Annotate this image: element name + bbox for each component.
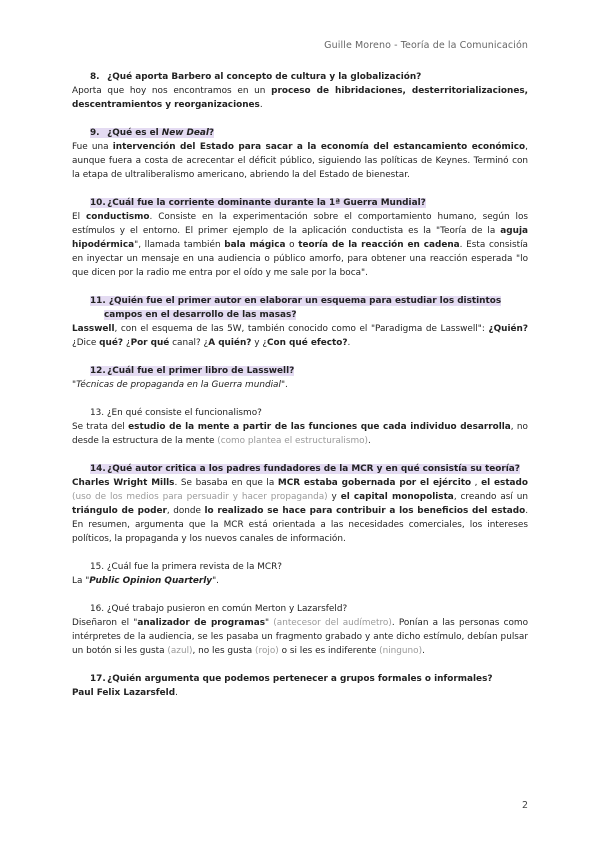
question-16: 16. ¿Qué trabajo pusieron en común Merton y Lazarsfeld? (90, 604, 348, 614)
question-8: 8. ¿Qué aporta Barbero al concepto de cultura y la globalización? (90, 72, 422, 82)
page-header: Guille Moreno - Teoría de la Comunicación (324, 40, 528, 51)
question-15: 15. ¿Cuál fue la primera revista de la MCR? (90, 562, 282, 572)
question-14: 14. ¿Qué autor critica a los padres fundadores de la MCR y en qué consistía su teoría? (90, 464, 520, 474)
answer-9: Fue una intervención del Estado para sacar a la economía del estancamiento económico, aunque fuera a costa de acrecentar el déficit público, siguiendo las políticas de Keynes. Terminó con la etapa de ultraliberalismo americano, abriendo la del Estado de bienestar. (72, 142, 528, 180)
answer-12: "Técnicas de propaganda en la Guerra mundial". (72, 380, 288, 390)
question-11: 11. ¿Quién fue el primer autor en elaborar un esquema para estudiar los distintos campos en el desarrollo de las masas? (90, 296, 502, 320)
answer-15: La "Public Opinion Quarterly". (72, 576, 219, 586)
question-9: 9. ¿Qué es el New Deal? (90, 128, 215, 138)
question-13: 13. ¿En qué consiste el funcionalismo? (90, 408, 262, 418)
answer-16: Diseñaron el "analizador de programas" (antecesor del audímetro). Ponían a las personas como intérpretes de la audiencia, se les pasaba un fragmento grabado y ante dicho estímulo, debían pulsar un botón si les gusta (azul), no les gusta (rojo) o si les es indiferente (ninguno). (72, 618, 528, 656)
answer-8: Aporta que hoy nos encontramos en un proceso de hibridaciones, desterritorializaciones, descentramientos y reorganizaciones. (72, 86, 528, 110)
answer-17: Paul Felix Lazarsfeld. (72, 688, 178, 698)
question-10: 10. ¿Cuál fue la corriente dominante durante la 1ª Guerra Mundial? (90, 198, 426, 208)
question-12: 12. ¿Cuál fue el primer libro de Lasswell? (90, 366, 295, 376)
question-17: 17. ¿Quién argumenta que podemos pertenecer a grupos formales o informales? (90, 674, 493, 684)
answer-11: Lasswell, con el esquema de las 5W, también conocido como el "Paradigma de Lasswell": ¿Quién? ¿Dice qué? ¿Por qué canal? ¿A quién? y ¿Con qué efecto?. (72, 324, 528, 348)
document-body (72, 70, 528, 700)
answer-14: Charles Wright Mills. Se basaba en que la MCR estaba gobernada por el ejército , el estado (uso de los medios para persuadir y hacer propaganda) y el capital monopolista, creando así un triángulo de poder, donde lo realizado se hace para contribuir a los beneficios del estado. En resumen, argumenta que la MCR está orientada a las necesidades comerciales, los intereses políticos, la propaganda y los nuevos canales de información. (72, 478, 529, 544)
answer-10: El conductismo. Consiste en la experimentación sobre el comportamiento humano, según los estímulos y el entorno. El primer ejemplo de la aplicación conductista es la "Teoría de la aguja hipodérmica", llamada también bala mágica o teoría de la reacción en cadena. Esta consistía en inyectar un mensaje en una audiencia o público amorfo, para obtener una reacción esperada "lo que dicen por la radio me entra por el oído y me sale por la boca". (72, 212, 528, 278)
page-number: 2 (521, 800, 528, 811)
answer-13: Se trata del estudio de la mente a partir de las funciones que cada individuo desarrolla, no desde la estructura de la mente (como plantea el estructuralismo). (72, 422, 528, 446)
